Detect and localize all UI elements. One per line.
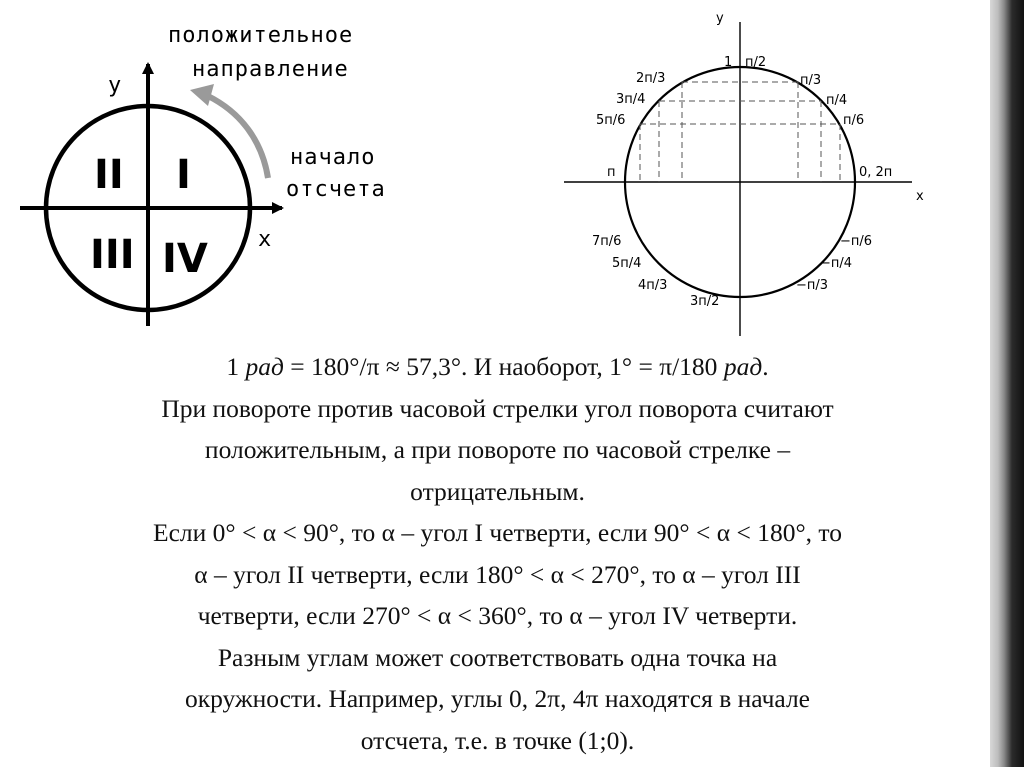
text-1c: = 180°/π ≈ 57,3°. И наоборот, 1° = π/180: [283, 352, 724, 381]
text-line-1: [20, 346, 975, 388]
text-line-5: Если 0° < α < 90°, то α – угол I четверти, если 90° < α < 180°, то: [153, 518, 842, 547]
text-1e: .: [762, 352, 769, 381]
angle-3pi-4: 3п/4: [616, 92, 646, 107]
angle-pi-3: п/3: [800, 73, 822, 88]
angle-neg-pi-6: −п/6: [840, 234, 873, 249]
unit-circle-diagram: [540, 0, 960, 345]
angle-pi-6: п/6: [843, 113, 865, 128]
positive-direction-arrow: [208, 96, 268, 178]
unit-y-label: y: [716, 11, 724, 26]
angle-neg-pi-3: −п/3: [796, 278, 829, 293]
text-line-3: положительным, а при повороте по часовой стрелке –: [204, 435, 791, 464]
angle-pi-2: п/2: [745, 55, 767, 70]
text-line-6: α – угол II четверти, если 180° < α < 270°, то α – угол III: [194, 559, 801, 589]
explanation-text: [20, 346, 975, 761]
start-point-caption-1: начало: [290, 145, 376, 170]
angle-4pi-3: 4п/3: [638, 278, 668, 293]
text-line-4: отрицательным.: [410, 476, 585, 506]
x-axis-label: x: [258, 227, 273, 252]
text-line-7: четверти, если 270° < α < 360°, то α – угол IV четверти.: [197, 601, 798, 630]
text-line-8: Разным углам может соответствовать одна точка на: [217, 642, 778, 672]
quadrant-III: III: [90, 232, 135, 278]
text-1a: 1: [226, 352, 246, 381]
text-line-10: отсчета, т.е. в точке (1;0).: [360, 725, 635, 755]
y-axis-label: y: [108, 73, 123, 98]
text-1d: рад: [723, 352, 763, 381]
angle-5pi-4: 5п/4: [612, 256, 642, 271]
quadrant-IV: IV: [162, 236, 208, 282]
unit-one-label: 1: [724, 55, 733, 70]
angle-2pi-3: 2п/3: [636, 71, 666, 86]
angle-zero: 0, 2п: [859, 165, 893, 180]
quadrant-diagram: [0, 0, 440, 340]
angle-neg-pi-4: −п/4: [820, 256, 853, 271]
positive-direction-caption-2: направление: [192, 57, 349, 82]
angle-7pi-6: 7п/6: [592, 234, 622, 249]
text-1b: рад: [245, 352, 284, 381]
positive-direction-caption-1: положительное: [168, 23, 354, 48]
text-line-9: окружности. Например, углы 0, 2π, 4π находятся в начале: [185, 684, 810, 713]
angle-3pi-2: 3п/2: [690, 294, 720, 309]
positive-direction-arrowhead: [190, 84, 214, 106]
quadrant-II: II: [94, 152, 124, 198]
start-point-caption-2: отсчета: [286, 177, 386, 202]
angle-5pi-6: 5п/6: [596, 113, 626, 128]
unit-x-label: x: [916, 189, 924, 204]
angle-pi-4: п/4: [826, 93, 848, 108]
quadrant-I: I: [176, 152, 191, 198]
text-line-2: При повороте против часовой стрелки угол поворота считают: [161, 393, 834, 423]
angle-pi: п: [607, 165, 616, 180]
slide-edge-shadow: [990, 0, 1024, 767]
